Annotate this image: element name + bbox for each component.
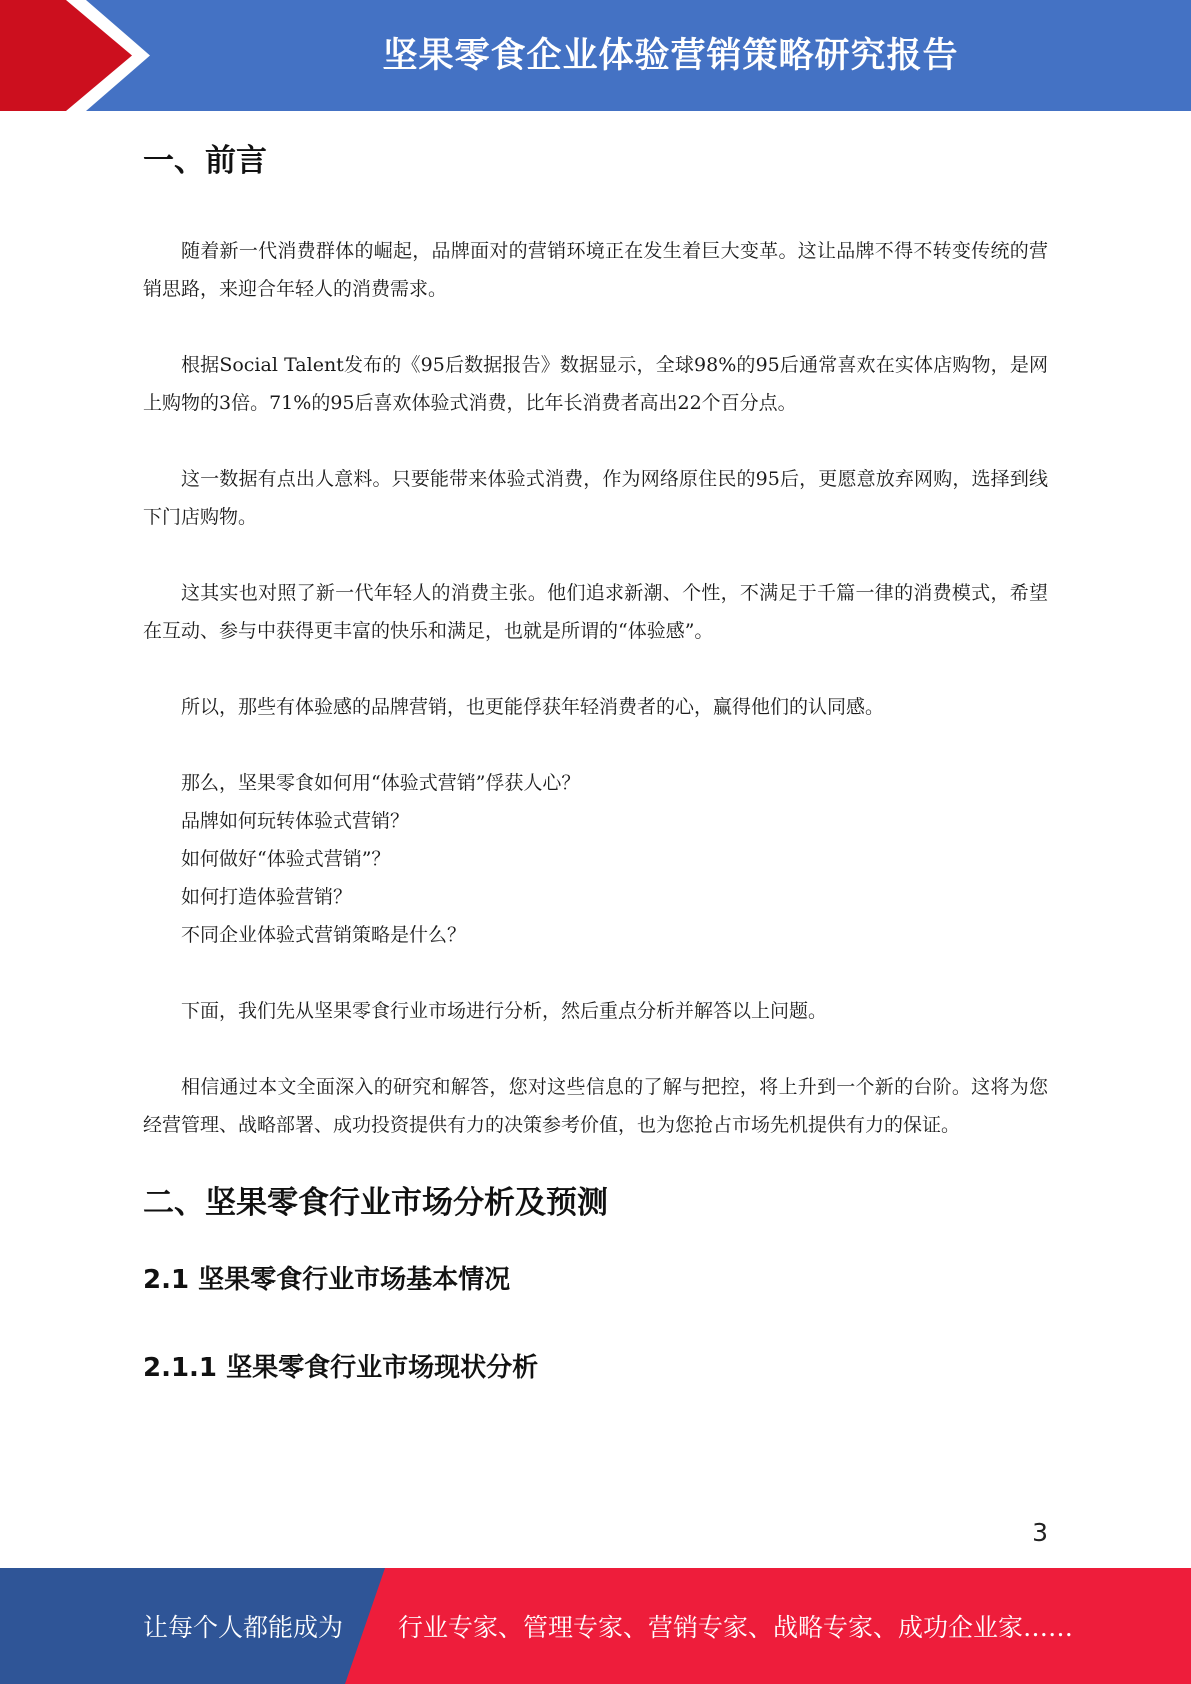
footer-slogan-left: 让每个人都能成为: [143, 1613, 344, 1642]
footer-banner: [0, 1568, 1191, 1684]
page-number: 3: [1032, 1518, 1048, 1547]
question-item: 那么，坚果零食如何用“体验式营销”俘获人心？: [181, 772, 581, 794]
paragraph: 随着新一代消费群体的崛起，品牌面对的营销环境正在发生着巨大变革。这让品牌不得不转变传统的营销思路，来迎合年轻人的消费需求。: [143, 240, 1048, 300]
footer-slogan-right: 行业专家、管理专家、营销专家、战略专家、成功企业家……: [398, 1613, 1074, 1642]
header-banner: [0, 0, 1191, 111]
document-title: 坚果零食企业体验营销策略研究报告: [382, 35, 959, 76]
question-item: 不同企业体验式营销策略是什么？: [181, 924, 467, 946]
section-heading-intro: 一、前言: [143, 143, 267, 179]
paragraph: 这一数据有点出人意料。只要能带来体验式消费，作为网络原住民的95后，更愿意放弃网购，选择到线下门店购物。: [143, 468, 1048, 528]
paragraph: 这其实也对照了新一代年轻人的消费主张。他们追求新潮、个性，不满足于千篇一律的消费模式，希望在互动、参与中获得更丰富的快乐和满足，也就是所谓的“体验感”。: [143, 582, 1048, 642]
question-item: 如何打造体验营销？: [181, 886, 353, 908]
question-list: [143, 764, 1048, 954]
question-item: 如何做好“体验式营销”？: [181, 848, 391, 870]
subsection-heading: 2.1 坚果零食行业市场基本情况: [143, 1265, 511, 1295]
paragraph: 所以，那些有体验感的品牌营销，也更能俘获年轻消费者的心，赢得他们的认同感。: [181, 696, 885, 718]
section-heading-market: 二、坚果零食行业市场分析及预测: [143, 1185, 608, 1221]
document-body: [143, 138, 1048, 1388]
paragraph: 下面，我们先从坚果零食行业市场进行分析，然后重点分析并解答以上问题。: [181, 1000, 828, 1022]
question-item: 品牌如何玩转体验式营销？: [181, 810, 410, 832]
paragraph: 相信通过本文全面深入的研究和解答，您对这些信息的了解与把控，将上升到一个新的台阶。这将为您经营管理、战略部署、成功投资提供有力的决策参考价值，也为您抢占市场先机提供有力的保证。: [143, 1076, 1048, 1136]
subsection-heading: 2.1.1 坚果零食行业市场现状分析: [143, 1353, 539, 1383]
paragraph: 根据Social Talent发布的《95后数据报告》数据显示，全球98%的95后通常喜欢在实体店购物，是网上购物的3倍。71%的95后喜欢体验式消费，比年长消费者高出22个百分点。: [143, 354, 1048, 414]
